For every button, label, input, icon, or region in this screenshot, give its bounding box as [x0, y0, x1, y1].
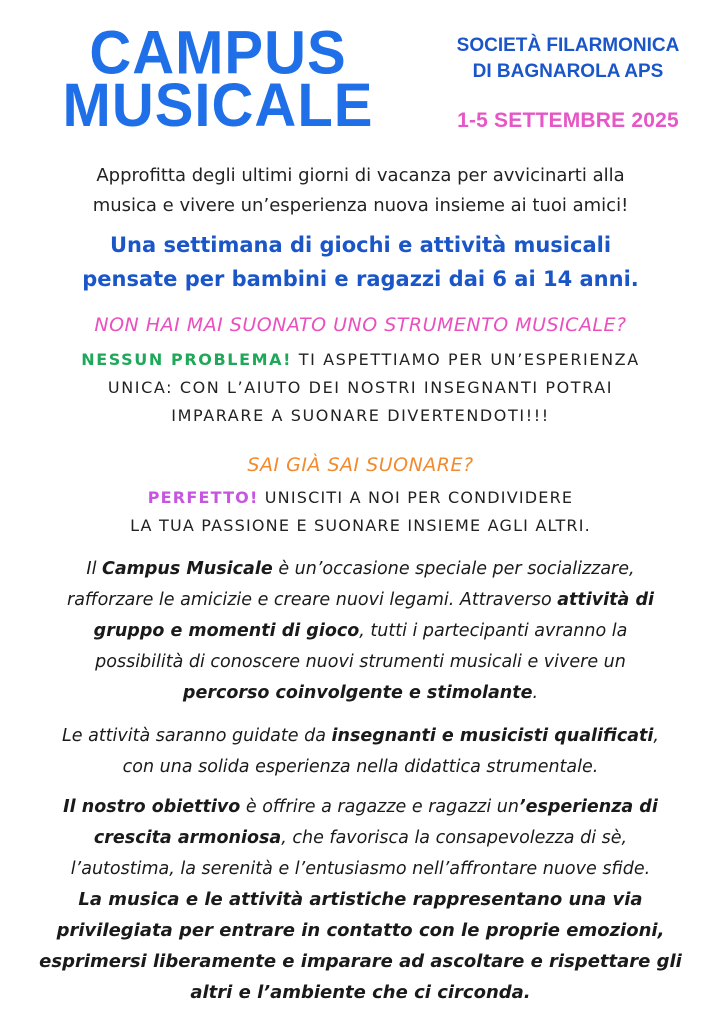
goal-description-line-2 — [24, 823, 697, 854]
text-run: Le attività saranno guidate da — [62, 726, 332, 746]
beginner-answer-line-1 — [20, 346, 701, 374]
beginner-question: NON HAI MAI SUONATO UNO STRUMENTO MUSICALE? — [94, 314, 627, 336]
beginner-answer-line-1-rest: TI ASPETTIAMO PER UN’ESPERIENZA — [292, 350, 640, 369]
text-run: Il — [86, 559, 103, 579]
intro-line-1: Approfitta degli ultimi giorni di vacanza per avvicinarti alla — [96, 165, 625, 186]
highlight-line-2: pensate per bambini e ragazzi dai 6 ai 14 anni. — [82, 267, 639, 291]
music-statement-line-2: privilegiata per entrare in contatto con le proprie emozioni, — [56, 920, 665, 941]
title-line-2: MUSICALE — [62, 71, 374, 140]
beginner-answer-line-2: UNICA: CON L’AIUTO DEI NOSTRI INSEGNANTI POTRAI — [107, 378, 614, 397]
intro-highlight — [20, 228, 701, 296]
organizer-line-1: SOCIETÀ FILARMONICA — [456, 35, 680, 56]
teachers-description-line-1 — [24, 721, 697, 752]
highlight-line-1: Una settimana di giochi e attività musicali — [109, 233, 612, 257]
goal-description — [24, 792, 697, 885]
music-statement — [24, 884, 697, 1008]
campus-description-line-5 — [24, 678, 697, 709]
music-statement-line-3: esprimersi liberamente e imparare ad ascoltare e rispettare gli — [39, 951, 682, 972]
text-run-bold: crescita armoniosa — [93, 828, 282, 848]
text-run: , tutti i partecipanti avranno la — [359, 621, 628, 641]
beginner-answer-line-3: IMPARARE A SUONARE DIVERTENDOTI!!! — [171, 406, 550, 425]
text-run: , che favorisca la consapevolezza di sè, — [281, 828, 628, 848]
intro-line-2: musica e vivere un’esperienza nuova insieme ai tuoi amici! — [92, 195, 629, 216]
text-run-bold: percorso coinvolgente e stimolante — [182, 683, 533, 703]
teachers-description-line-2: con una solida esperienza nella didattica strumentale. — [122, 757, 599, 777]
text-run: è un’occasione speciale per socializzare, — [272, 559, 635, 579]
campus-description-line-3 — [24, 616, 697, 647]
experienced-answer-lead: PERFETTO! — [147, 488, 259, 507]
music-statement-line-1: La musica e le attività artistiche rappresentano una via — [78, 889, 643, 910]
text-run: è offrire a ragazze e ragazzi un — [240, 797, 519, 817]
text-run-bold: insegnanti e musicisti qualificati — [331, 726, 654, 746]
campus-description — [24, 554, 697, 709]
experienced-answer — [20, 484, 701, 540]
event-dates: 1-5 SETTEMBRE 2025 — [457, 109, 679, 132]
campus-description-line-4: possibilità di conoscere nuovi strumenti musicali e vivere un — [95, 652, 626, 672]
experienced-answer-line-1 — [20, 484, 701, 512]
campus-description-line-2 — [24, 585, 697, 616]
goal-description-line-1 — [24, 792, 697, 823]
experienced-answer-line-2: LA TUA PASSIONE E SUONARE INSIEME AGLI ALTRI. — [130, 516, 591, 535]
text-run-bold: Il nostro obiettivo — [63, 797, 241, 817]
organizer-name — [430, 33, 706, 85]
experienced-question: SAI GIÀ SAI SUONARE? — [247, 454, 474, 476]
text-run-bold: attività di — [557, 590, 654, 610]
title-line-1: CAMPUS — [89, 19, 347, 88]
intro-text — [20, 161, 701, 221]
text-run-bold: gruppo e momenti di gioco — [93, 621, 360, 641]
text-run-bold: Campus Musicale — [102, 559, 273, 579]
campus-description-line-1 — [24, 554, 697, 585]
beginner-answer — [20, 346, 701, 430]
page-title — [32, 19, 404, 140]
text-run: . — [532, 683, 539, 703]
text-run-bold: ’esperienza di — [518, 797, 658, 817]
music-statement-line-4: altri e l’ambiente che ci circonda. — [190, 982, 531, 1003]
goal-description-line-3: l’autostima, la serenità e l’entusiasmo nell’affrontare nuove sfide. — [70, 859, 651, 879]
teachers-description — [24, 721, 697, 783]
beginner-answer-lead: NESSUN PROBLEMA! — [81, 350, 293, 369]
experienced-answer-line-1-rest: UNISCITI A NOI PER CONDIVIDERE — [258, 488, 574, 507]
organizer-line-2: DI BAGNAROLA APS — [472, 61, 664, 82]
text-run: rafforzare le amicizie e creare nuovi legami. Attraverso — [67, 590, 558, 610]
text-run: , — [653, 726, 659, 746]
